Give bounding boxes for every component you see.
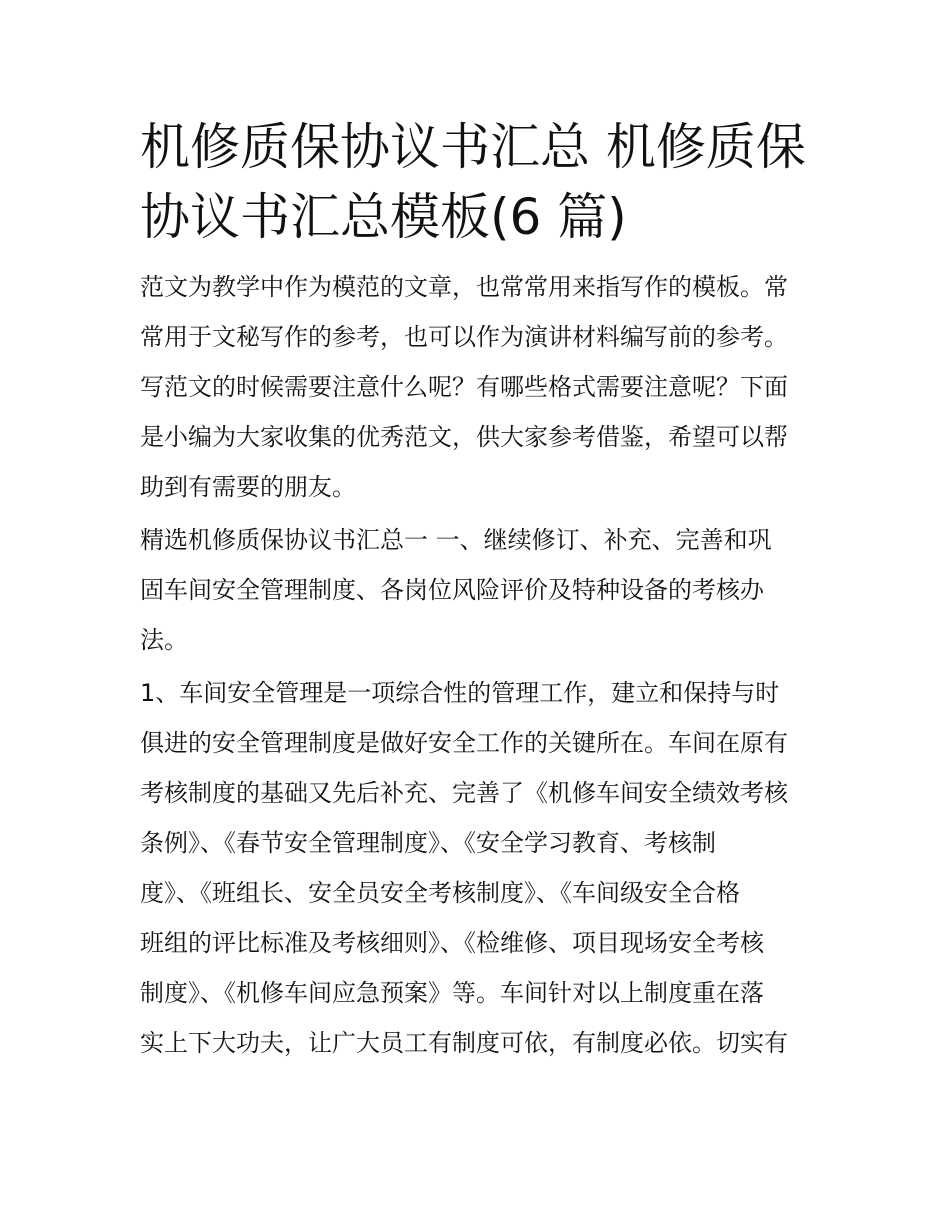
text-line: 助到有需要的朋友。 bbox=[140, 473, 356, 501]
section-one-paragraph bbox=[140, 515, 815, 665]
text-line: 条例》、《春节安全管理制度》、《安全学习教育、考核制 bbox=[140, 829, 716, 857]
document-page bbox=[140, 112, 815, 1071]
text-line: 固车间安全管理制度、各岗位风险评价及特种设备的考核办 bbox=[140, 576, 764, 604]
text-line: 常用于文秘写作的参考，也可以作为演讲材料编写前的参考。 bbox=[140, 323, 788, 351]
item-one-paragraph bbox=[140, 668, 815, 1068]
title-line-2: 协议书汇总模板(6 篇) bbox=[140, 188, 627, 246]
text-line: 俱进的安全管理制度是做好安全工作的关键所在。车间在原有 bbox=[140, 729, 788, 757]
text-line: 范文为教学中作为模范的文章，也常常用来指写作的模板。常 bbox=[140, 273, 788, 301]
text-line: 写范文的时候需要注意什么呢？有哪些格式需要注意呢？下面 bbox=[140, 373, 788, 401]
text-line: 精选机修质保协议书汇总一 一、继续修订、补充、完善和巩 bbox=[140, 526, 772, 554]
text-line: 是小编为大家收集的优秀范文，供大家参考借鉴，希望可以帮 bbox=[140, 423, 788, 451]
text-line: 制度》、《机修车间应急预案》等。车间针对以上制度重在落 bbox=[140, 979, 764, 1007]
text-line: 班组的评比标准及考核细则》、《检维修、项目现场安全考核 bbox=[140, 929, 764, 957]
text-line: 1、车间安全管理是一项综合性的管理工作，建立和保持与时 bbox=[140, 679, 780, 707]
text-line: 考核制度的基础又先后补充、完善了《机修车间安全绩效考核 bbox=[140, 779, 788, 807]
intro-paragraph bbox=[140, 262, 815, 512]
document-title bbox=[140, 112, 815, 252]
text-line: 度》、《班组长、安全员安全考核制度》、《车间级安全合格 bbox=[140, 879, 740, 907]
title-line-1: 机修质保协议书汇总 机修质保 bbox=[140, 118, 806, 176]
text-line: 法。 bbox=[140, 626, 188, 654]
text-line: 实上下大功夫，让广大员工有制度可依，有制度必依。切实有 bbox=[140, 1029, 788, 1057]
